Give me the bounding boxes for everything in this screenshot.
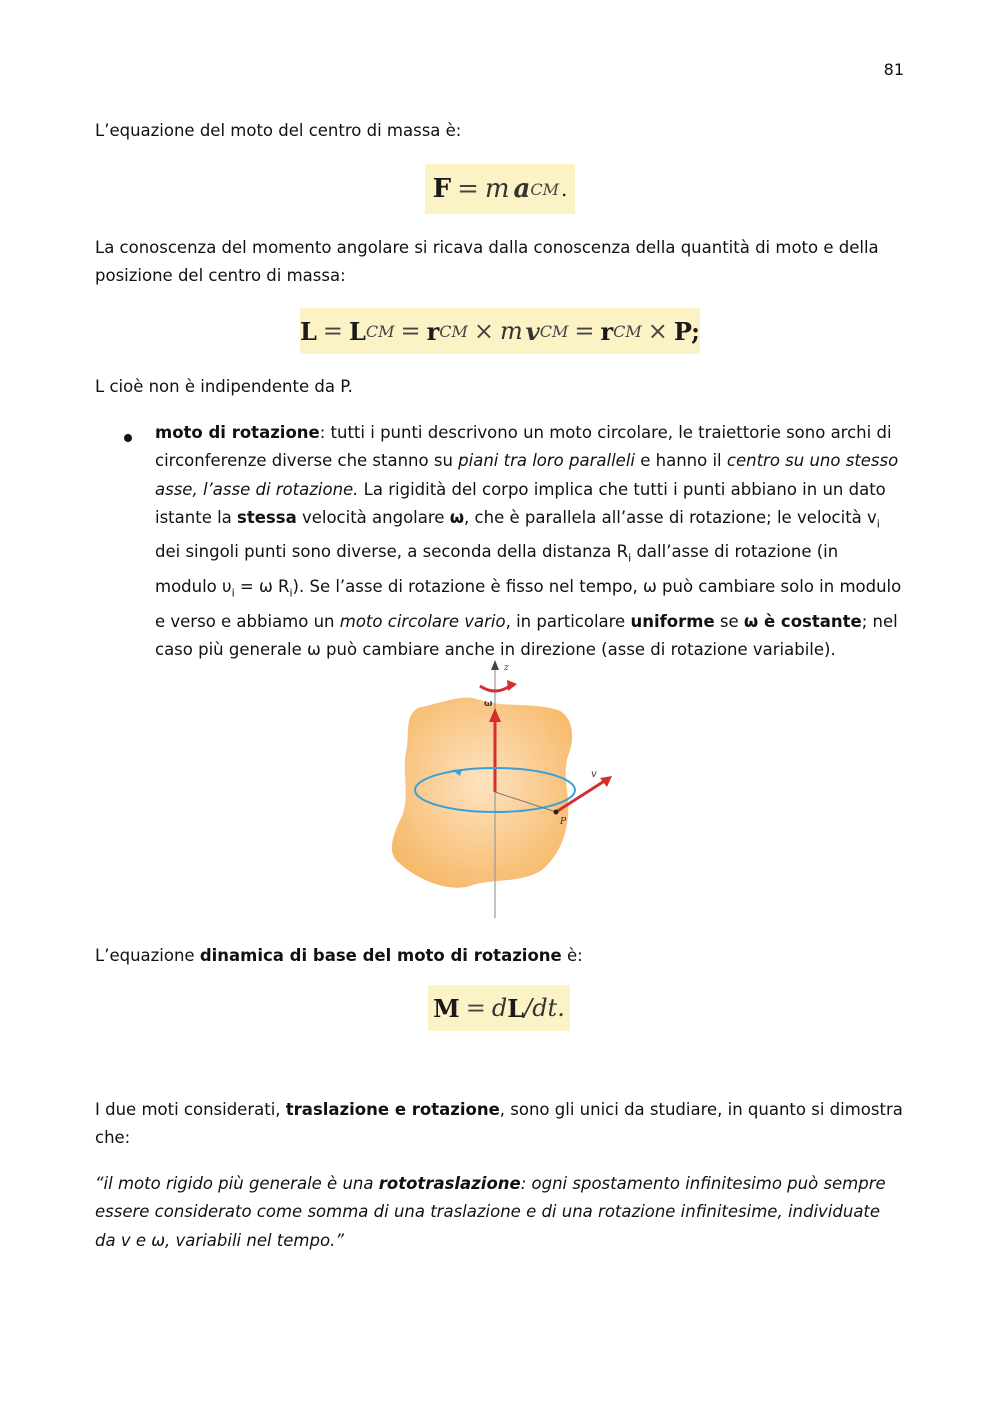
- formula-subscript: CM: [613, 321, 642, 341]
- formula-symbol: L: [349, 316, 366, 346]
- formula-subscript: CM: [365, 321, 395, 341]
- quote-rototranslation: [95, 1170, 905, 1255]
- formula-subscript: CM: [539, 321, 569, 341]
- text-run: uniforme: [630, 611, 715, 631]
- term-rotation-motion: moto di rotazione: [155, 423, 320, 442]
- text-run: velocità angolare: [296, 507, 450, 527]
- formula-symbol: L: [300, 316, 317, 346]
- formula-symbol: F: [432, 174, 452, 204]
- text-run: La rigidità del corpo implica che tutti i punti abbiano in un dato istante la: [155, 479, 886, 527]
- formula-symbol: r: [426, 316, 440, 346]
- formula-symbol: v: [525, 316, 540, 346]
- text-run: moto circolare vario: [339, 611, 506, 631]
- formula-symbol: P;: [673, 316, 700, 346]
- formula-symbol: =: [322, 317, 344, 345]
- bullet-icon: [124, 434, 132, 442]
- text-run: “il moto rigido più generale è una: [95, 1174, 379, 1193]
- page-number: 81: [883, 60, 904, 79]
- text-run: = ω R: [234, 577, 290, 597]
- paragraph-center-of-mass-intro: L’equazione del moto del centro di massa è:: [95, 121, 462, 140]
- paragraph-rotation-dynamics: [95, 942, 905, 970]
- p-label: P: [560, 817, 567, 827]
- rotation-arrowhead-icon: [507, 680, 517, 691]
- formula-symbol: m: [500, 317, 523, 345]
- text-run: e hanno il: [635, 451, 727, 471]
- text-run: , in particolare: [505, 611, 631, 631]
- text-run: se: [714, 611, 744, 631]
- v-label: v: [591, 769, 597, 780]
- text-run: rototraslazione: [378, 1174, 521, 1193]
- subscript: i: [876, 517, 880, 531]
- point-p-marker: [554, 810, 559, 815]
- formula-symbol: ×: [473, 317, 495, 345]
- formula-torque: [428, 985, 570, 1031]
- formula-symbol: =: [465, 994, 486, 1022]
- text-run: stessa: [237, 507, 297, 527]
- formula-symbol: ×: [647, 317, 668, 345]
- formula-symbol: =: [400, 317, 421, 345]
- text-run: piani tra loro paralleli: [458, 451, 635, 471]
- text-run: , che è parallela all’asse di rotazione; le velocità v: [464, 507, 877, 527]
- text-run: centro su uno stesso asse, l’asse di rotazione.: [155, 451, 899, 499]
- formula-symbol: .: [561, 177, 568, 201]
- paragraph-l-dependence: L cioè non è indipendente da P.: [95, 377, 353, 396]
- subscript: i: [231, 586, 235, 600]
- bullet-rotation-motion: [155, 419, 905, 664]
- rotation-diagram-svg: [380, 656, 620, 924]
- subscript: i: [289, 586, 293, 600]
- rotation-diagram: [380, 656, 620, 924]
- formula-angular-momentum: [300, 308, 700, 354]
- text-run: è:: [561, 946, 583, 965]
- paragraph-motions-considered: [95, 1096, 905, 1153]
- formula-newton: [425, 164, 575, 214]
- text-run: : tutti i punti descrivono un moto circolare, le traiettorie sono archi di circonferenze diverse che stanno su: [155, 423, 892, 471]
- text-run: L’equazione: [95, 946, 200, 965]
- text-run: dinamica di base del moto di rotazione: [199, 946, 562, 965]
- text-run: ). Se l’asse di rotazione è fisso nel tempo, ω può cambiare solo in modulo e verso e abbiamo un: [155, 577, 902, 631]
- paragraph-angular-momentum: La conoscenza del momento angolare si ricava dalla conoscenza della quantità di moto e della posizione del centro di massa:: [95, 238, 879, 286]
- formula-symbol: /: [524, 994, 533, 1022]
- subscript: i: [628, 551, 632, 565]
- text-run: , sono gli unici da studiare, in quanto si dimostra che:: [95, 1100, 903, 1148]
- formula-symbol: d: [491, 994, 508, 1022]
- formula-symbol: m: [484, 174, 510, 204]
- text-run: ω è costante: [743, 611, 862, 631]
- formula-subscript: CM: [439, 321, 468, 341]
- formula-symbol: dt.: [532, 994, 565, 1022]
- text-run: dei singoli punti sono diverse, a seconda della distanza R: [155, 542, 629, 562]
- formula-symbol: =: [457, 174, 479, 204]
- formula-symbol: L: [507, 993, 525, 1023]
- text-run: : ogni spostamento infinitesimo può sempre essere considerato come somma di una traslazione e di una rotazione infinitesime, individuate da v e ω, variabili nel tempo.”: [95, 1174, 886, 1250]
- formula-symbol: =: [574, 317, 595, 345]
- formula-subscript: CM: [530, 179, 560, 199]
- formula-symbol: M: [433, 993, 460, 1023]
- formula-symbol: a: [513, 174, 531, 204]
- text-run: dall’asse di rotazione (in modulo υ: [155, 542, 839, 597]
- axis-arrowhead-icon: [491, 660, 499, 670]
- text-run: traslazione e rotazione: [285, 1100, 500, 1119]
- formula-symbol: r: [600, 316, 614, 346]
- text-run: ; nel caso più generale ω può cambiare anche in direzione (asse di rotazione variabile).: [155, 611, 898, 659]
- rigid-body-shape: [392, 698, 572, 888]
- text-run: ω: [449, 507, 465, 527]
- omega-label: ω: [484, 699, 493, 709]
- text-run: I due moti considerati,: [95, 1100, 286, 1119]
- z-axis-label: z: [504, 663, 509, 673]
